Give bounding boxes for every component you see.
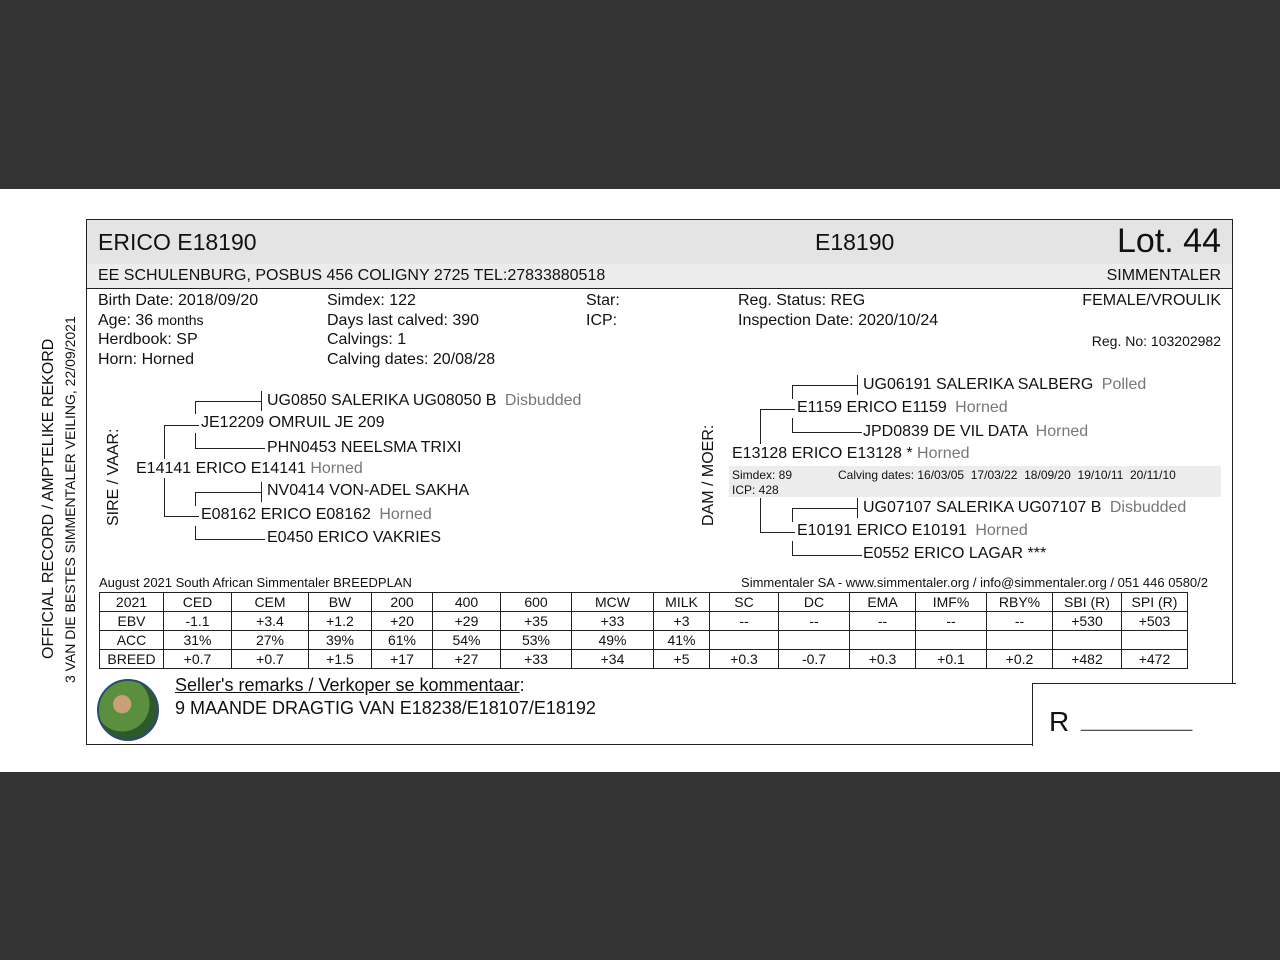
table-cell: +35: [501, 612, 572, 631]
sire-bracket-down-h: [164, 516, 199, 517]
table-header: 2021: [100, 593, 164, 612]
dsd-status: Horned: [1035, 423, 1089, 440]
table-cell: EBV: [100, 612, 164, 631]
breed-label: SIMMENTALER: [1106, 267, 1221, 284]
table-header: BW: [309, 593, 372, 612]
table-cell: +5: [654, 650, 710, 669]
inspection-date: Inspection Date: 2020/10/24: [738, 312, 939, 329]
table-cell: +27: [433, 650, 501, 669]
sex: FEMALE/VROULIK: [1082, 292, 1221, 309]
breed-row: [100, 650, 1188, 669]
ss-bracket-down: [195, 433, 196, 449]
age: [98, 312, 204, 330]
dd-bracket-up: [792, 508, 793, 522]
table-header: IMF%: [916, 593, 987, 612]
sd-status: Horned: [379, 506, 432, 523]
dsd-name: JPD0839 DE VIL DATA Horned: [863, 423, 1089, 440]
sire-name: E14141 ERICO E14141 Horned: [136, 460, 363, 477]
dam-calving-dates: Calving dates: 16/03/05 17/03/22 18/09/20 19/10/11 20/11/10: [838, 468, 1176, 482]
table-cell: +3.4: [232, 612, 309, 631]
table-header: CED: [164, 593, 232, 612]
ds-bracket-down: [792, 418, 793, 432]
table-header: SBI (R): [1053, 593, 1122, 612]
table-cell: +33: [501, 650, 572, 669]
table-cell: [1053, 631, 1122, 650]
table-header: MILK: [654, 593, 710, 612]
table-cell: --: [987, 612, 1053, 631]
table-cell: +3: [654, 612, 710, 631]
animal-name: ERICO E18190: [98, 229, 257, 255]
sdd-name: E0450 ERICO VAKRIES: [267, 529, 441, 546]
lot-card: [86, 219, 1233, 745]
star: Star:: [586, 292, 620, 309]
table-header: SPI (R): [1122, 593, 1188, 612]
table-cell: +482: [1053, 650, 1122, 669]
signature-line: __________: [1081, 710, 1193, 732]
table-header: RBY%: [987, 593, 1053, 612]
table-cell: +1.5: [309, 650, 372, 669]
dd-name: E10191 ERICO E10191 Horned: [797, 522, 1028, 539]
dds-tick: [857, 498, 858, 518]
sss-name: UG0850 SALERIKA UG08050 B Disbudded: [267, 392, 582, 409]
table-cell: +29: [433, 612, 501, 631]
table-cell: +472: [1122, 650, 1188, 669]
table-cell: +503: [1122, 612, 1188, 631]
table-cell: --: [850, 612, 916, 631]
table-cell: +0.2: [987, 650, 1053, 669]
table-cell: +0.3: [850, 650, 916, 669]
lot-number: Lot. 44: [1117, 222, 1221, 260]
remarks-heading: Seller's remarks / Verkoper se kommentaar:: [175, 675, 525, 695]
ebv-row: [100, 612, 1188, 631]
ss-bracket-down-h: [195, 448, 265, 449]
ssd-name: PHN0453 NEELSMA TRIXI: [267, 439, 462, 456]
horn: Horn: Horned: [98, 351, 195, 368]
table-cell: +0.1: [916, 650, 987, 669]
table-header: 600: [501, 593, 572, 612]
table-cell: 53%: [501, 631, 572, 650]
dam-icp: ICP: 428: [732, 483, 779, 497]
ss-name: JE12209 OMRUIL JE 209: [201, 414, 385, 431]
table-header: MCW: [572, 593, 654, 612]
table-cell: [779, 631, 850, 650]
record-sheet: [0, 189, 1280, 772]
table-cell: -0.7: [779, 650, 850, 669]
age-value: Age: 36: [98, 312, 154, 329]
table-cell: +0.7: [164, 650, 232, 669]
table-cell: 27%: [232, 631, 309, 650]
table-header: 400: [433, 593, 501, 612]
dd-status: Horned: [975, 522, 1028, 539]
icp: ICP:: [586, 312, 618, 329]
table-cell: BREED: [100, 650, 164, 669]
dam-simdex: Simdex: 89: [732, 468, 793, 482]
table-cell: 49%: [572, 631, 654, 650]
acc-row: [100, 631, 1188, 650]
calving-dates: Calving dates: 20/08/28: [327, 351, 496, 368]
card-header: [87, 220, 1232, 265]
birth-date: Birth Date: 2018/09/20: [98, 292, 259, 309]
dam-bracket-up-h: [760, 409, 795, 410]
table-cell: +20: [372, 612, 433, 631]
sds-tick: [261, 482, 262, 502]
dam-name: E13128 ERICO E13128 * Horned: [732, 445, 970, 462]
table-cell: +0.3: [710, 650, 779, 669]
ss-bracket-up-h: [195, 401, 261, 402]
table-cell: 54%: [433, 631, 501, 650]
table-cell: ACC: [100, 631, 164, 650]
sire-bracket-up-h: [164, 425, 199, 426]
table-cell: [710, 631, 779, 650]
dd-bracket-down: [792, 541, 793, 555]
table-cell: --: [779, 612, 850, 631]
table-cell: 31%: [164, 631, 232, 650]
ebv-table: [99, 592, 1188, 669]
auction-label: 3 VAN DIE BESTES SIMMENTALER VEILING, 22/09/2021: [62, 316, 78, 683]
ebv-header-row: [100, 593, 1188, 612]
table-cell: +530: [1053, 612, 1122, 631]
table-cell: --: [916, 612, 987, 631]
table-cell: +0.7: [232, 650, 309, 669]
sire-label: SIRE / VAAR:: [105, 428, 122, 526]
ds-bracket-down-h: [792, 432, 862, 433]
table-header: SC: [710, 593, 779, 612]
dam-bracket-down: [760, 498, 761, 532]
table-header: CEM: [232, 593, 309, 612]
dd-bracket-down-h: [792, 555, 862, 556]
dd-bracket-up-h: [792, 508, 857, 509]
owner-bar: [87, 264, 1232, 289]
sd-bracket-up-h: [195, 492, 261, 493]
sss-status: Disbudded: [504, 392, 582, 409]
sd-name: E08162 ERICO E08162 Horned: [201, 506, 432, 523]
simdex: Simdex: 122: [327, 292, 416, 309]
signature-box: [1032, 683, 1236, 746]
table-cell: [1122, 631, 1188, 650]
sire-bracket-down: [164, 478, 165, 516]
table-header: DC: [779, 593, 850, 612]
breedplan-caption: August 2021 South African Simmentaler BREEDPLAN: [99, 575, 412, 590]
dss-status: Polled: [1101, 376, 1147, 393]
reg-no: Reg. No: 103202982: [1091, 333, 1221, 349]
contact-caption: Simmentaler SA - www.simmentaler.org / info@simmentaler.org / 051 446 0580/2: [741, 575, 1208, 590]
sd-bracket-down: [195, 526, 196, 539]
table-cell: +34: [572, 650, 654, 669]
table-cell: [850, 631, 916, 650]
reg-status: Reg. Status: REG: [738, 292, 866, 309]
sire-status: Horned: [310, 460, 363, 477]
dam-bracket-down-h: [760, 532, 795, 533]
ss-bracket-up: [195, 401, 196, 414]
table-header: EMA: [850, 593, 916, 612]
table-cell: [916, 631, 987, 650]
owner-address: EE SCHULENBURG, POSBUS 456 COLIGNY 2725 TEL:27833880518: [98, 267, 606, 284]
table-header: 200: [372, 593, 433, 612]
dss-tick: [857, 375, 858, 395]
days-last-calved: Days last calved: 390: [327, 312, 480, 329]
dam-info-box: [729, 466, 1221, 497]
sire-bracket-up: [164, 425, 165, 459]
sss-tick: [261, 391, 262, 411]
sd-bracket-down-h: [195, 539, 265, 540]
ds-status: Horned: [955, 399, 1008, 416]
dam-status: Horned: [917, 445, 970, 462]
sd-bracket-up: [195, 492, 196, 506]
table-cell: 39%: [309, 631, 372, 650]
ds-bracket-up-h: [792, 385, 857, 386]
table-cell: [987, 631, 1053, 650]
remarks-text: 9 MAANDE DRAGTIG VAN E18238/E18107/E18192: [175, 698, 596, 718]
simmentaler-logo-icon: [97, 679, 159, 741]
dam-label: DAM / MOER:: [700, 424, 717, 526]
herdbook: Herdbook: SP: [98, 331, 198, 348]
table-cell: 41%: [654, 631, 710, 650]
table-cell: --: [710, 612, 779, 631]
age-unit: months: [157, 312, 204, 328]
table-cell: 61%: [372, 631, 433, 650]
signature-label: R: [1049, 706, 1070, 737]
calvings: Calvings: 1: [327, 331, 407, 348]
ds-name: E1159 ERICO E1159 Horned: [797, 399, 1008, 416]
table-cell: +1.2: [309, 612, 372, 631]
dds-name: UG07107 SALERIKA UG07107 B Disbudded: [863, 499, 1187, 516]
dam-bracket-up: [760, 409, 761, 444]
table-cell: +33: [572, 612, 654, 631]
ddd-name: E0552 ERICO LAGAR ***: [863, 545, 1047, 562]
ds-bracket-up: [792, 385, 793, 399]
reg-code: E18190: [815, 229, 895, 255]
sds-name: NV0414 VON-ADEL SAKHA: [267, 482, 470, 499]
table-cell: -1.1: [164, 612, 232, 631]
official-record-label: OFFICIAL RECORD / AMPTELIKE REKORD: [40, 338, 57, 659]
dss-name: UG06191 SALERIKA SALBERG Polled: [863, 376, 1147, 393]
dds-status: Disbudded: [1109, 499, 1187, 516]
table-cell: +17: [372, 650, 433, 669]
